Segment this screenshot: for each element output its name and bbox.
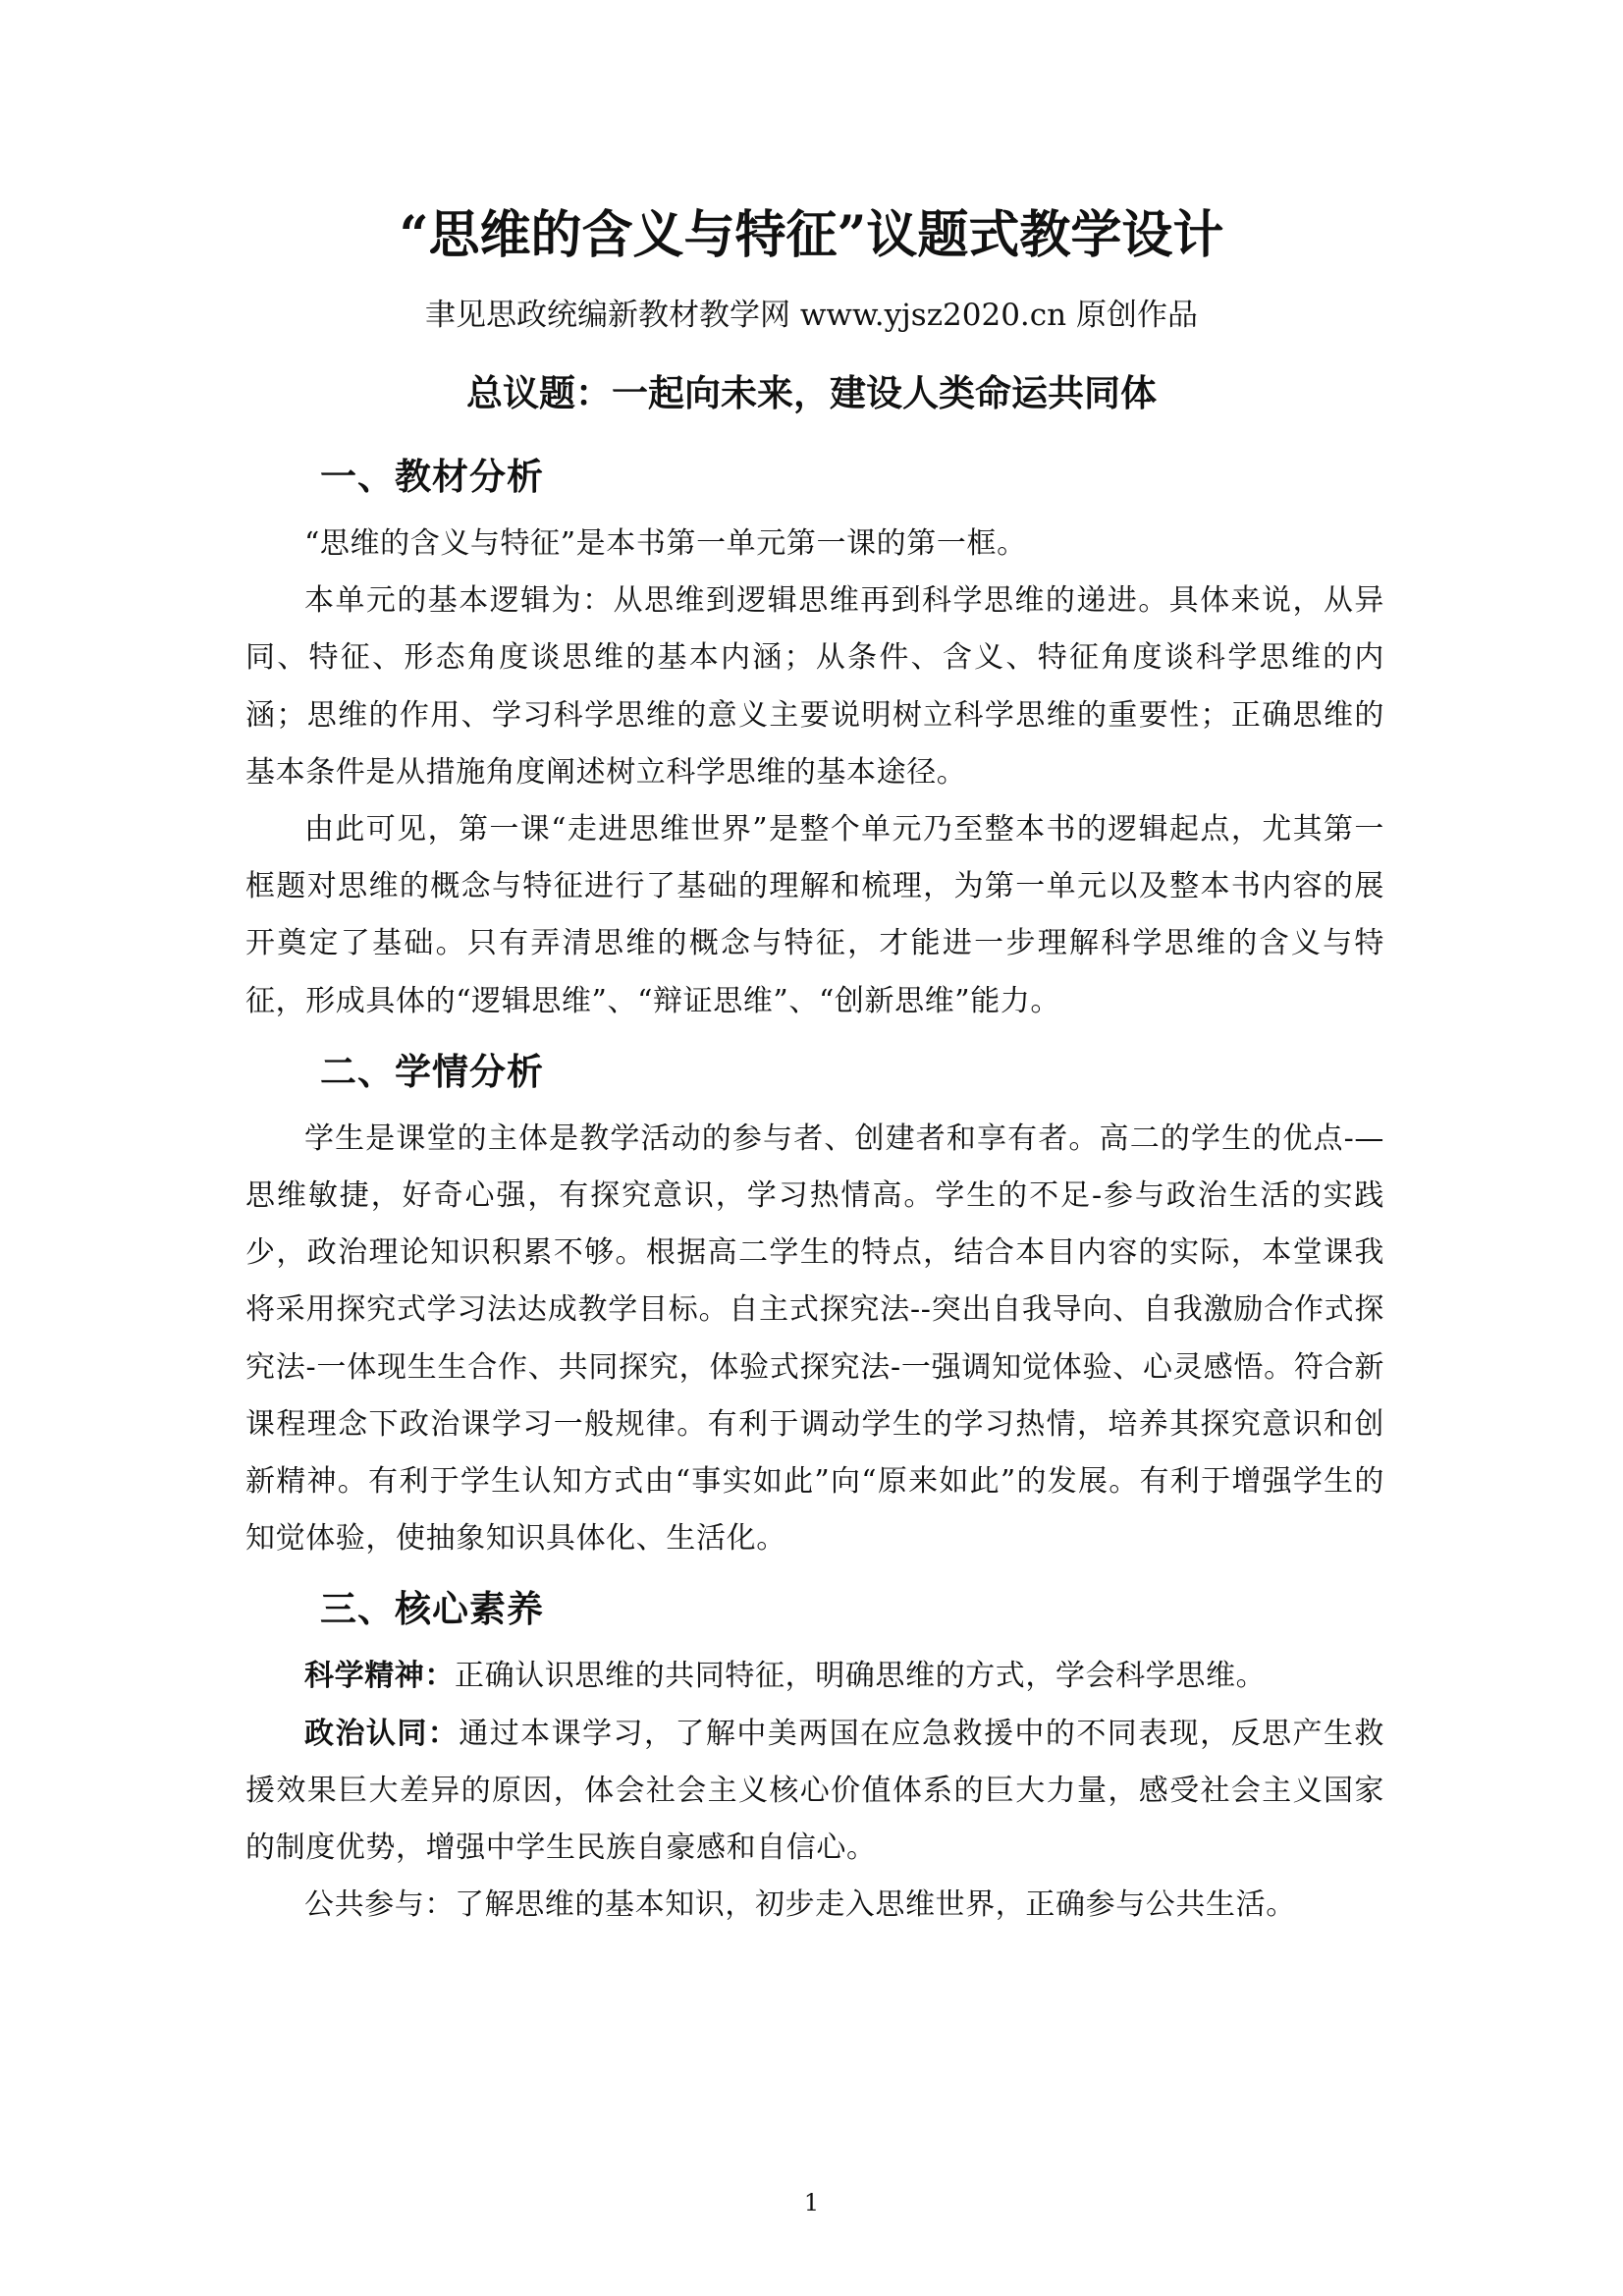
paragraph: 本单元的基本逻辑为：从思维到逻辑思维再到科学思维的递进。具体来说，从异同、特征、形态角度谈思维的基本内涵；从条件、含义、特征角度谈科学思维的内涵；思维的作用、学习科学思维的意义主要说明树立科学思维的重要性；正确思维的基本条件是从措施角度阐述树立科学思维的基本途径。 [245, 583, 1384, 790]
core-literacy-item [245, 1706, 1384, 1878]
document-subtitle: 聿见思政统编新教材教学网 www.yjsz2020.cn 原创作品 [425, 298, 1198, 333]
core-literacy-label: 政治认同： [304, 1716, 460, 1751]
section-heading-core-literacy: 三、核心素养 [320, 1587, 544, 1631]
paragraph: 学生是课堂的主体是教学活动的参与者、创建者和享有者。高二的学生的优点-—思维敏捷，好奇心强，有探究意识，学习热情高。学生的不足-参与政治生活的实践少，政治理论知识积累不够。根据高二学生的特点，结合本目内容的实际，本堂课我将采用探究式学习法达成教学目标。自主式探究法--突出自我导向、自我激励合作式探究法-一体现生生合作、共同探究，体验式探究法-一强调知觉体验、心灵感悟。符合新课程理念下政治课学习一般规律。有利于调动学生的学习热情，培养其探究意识和创新精神。有利于学生认知方式由“事实如此”向“原来如此”的发展。有利于增强学生的知觉体验，使抽象知识具体化、生活化。 [245, 1121, 1384, 1557]
section-heading-textbook-analysis: 一、教材分析 [320, 455, 544, 498]
core-literacy-item [245, 1648, 1384, 1705]
core-literacy-label: 公共参与： [304, 1887, 455, 1923]
paragraph: “思维的含义与特征”是本书第一单元第一课的第一框。 [304, 526, 1027, 561]
document-title: “思维的含义与特征”议题式教学设计 [399, 205, 1224, 265]
core-literacy-label: 科学精神： [304, 1659, 455, 1694]
core-literacy-text: 了解思维的基本知识，初步走入思维世界，正确参与公共生活。 [455, 1887, 1296, 1923]
core-literacy-text: 正确认识思维的共同特征，明确思维的方式，学会科学思维。 [455, 1659, 1267, 1694]
core-literacy-text: 通过本课学习，了解中美两国在应急救援中的不同表现，反思产生救援效果巨大差异的原因，体会社会主义核心价值体系的巨大力量，感受社会主义国家的制度优势，增强中学生民族自豪感和自信心。 [245, 1716, 1384, 1866]
main-topic: 总议题：一起向未来，建设人类命运共同体 [466, 371, 1157, 414]
core-literacy-item [245, 1877, 1384, 1934]
paragraph: 由此可见，第一课“走进思维世界”是整个单元乃至整本书的逻辑起点，尤其第一框题对思维的概念与特征进行了基础的理解和梳理，为第一单元以及整本书内容的展开奠定了基础。只有弄清思维的概念与特征，才能进一步理解科学思维的含义与特征，形成具体的“逻辑思维”、“辩证思维”、“创新思维”能力。 [245, 812, 1384, 1018]
page-number: 1 [803, 2189, 820, 2216]
document-body [245, 447, 1384, 1934]
section-heading-student-analysis: 二、学情分析 [320, 1049, 544, 1093]
